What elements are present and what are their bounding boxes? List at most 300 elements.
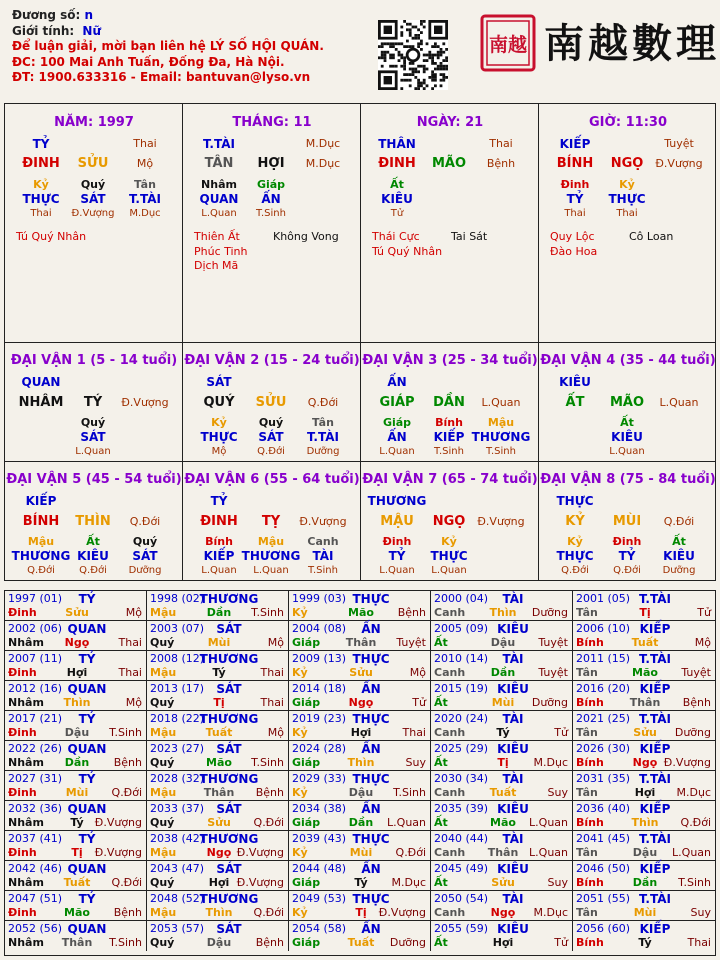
year-stem: Canh bbox=[434, 786, 466, 799]
pillar-top-stage: Thai bbox=[489, 137, 513, 150]
year-branch: Dậu bbox=[206, 936, 232, 949]
dai-van-cell bbox=[361, 343, 539, 462]
hidden-ten-god: THƯƠNG bbox=[471, 430, 531, 444]
year-cell bbox=[573, 831, 715, 861]
year-ten-god: QUAN bbox=[67, 802, 107, 816]
year-cell bbox=[431, 651, 573, 681]
year-branch: Mão bbox=[206, 756, 232, 769]
year-stem: Kỷ bbox=[292, 906, 308, 919]
year-stage: M.Dục bbox=[533, 756, 568, 769]
pillar-top-stage: Thai bbox=[133, 137, 157, 150]
year-cell bbox=[573, 681, 715, 711]
year-label: 2004 (08) bbox=[292, 622, 347, 635]
year-cell bbox=[147, 651, 289, 681]
year-label: 2000 (04) bbox=[434, 592, 489, 605]
hidden-stage: Thai bbox=[30, 208, 52, 219]
earthly-branch: DẦN bbox=[433, 395, 465, 410]
special-star: Không Vong bbox=[273, 230, 339, 243]
year-stem: Ất bbox=[434, 936, 448, 949]
heavenly-stem: NHÂM bbox=[18, 395, 64, 410]
year-cell bbox=[147, 681, 289, 711]
year-cell bbox=[573, 651, 715, 681]
pillar-title: GIỜ: 11:30 bbox=[589, 115, 667, 130]
year-stage: Mộ bbox=[409, 666, 426, 679]
year-stage: Thai bbox=[118, 636, 142, 649]
hidden-ten-god: KIẾP bbox=[433, 430, 465, 444]
year-label: 2009 (13) bbox=[292, 652, 347, 665]
year-stem: Nhâm bbox=[8, 816, 44, 829]
year-stem: Mậu bbox=[150, 606, 177, 619]
pillars-grid bbox=[4, 103, 716, 581]
year-ten-god: ẤN bbox=[361, 922, 381, 936]
year-label: 2053 (57) bbox=[150, 922, 205, 935]
year-ten-god: TỶ bbox=[78, 892, 96, 906]
year-stem: Mậu bbox=[150, 906, 177, 919]
year-ten-god: KIÊU bbox=[497, 862, 529, 876]
year-label: 2012 (16) bbox=[8, 682, 63, 695]
dai-van-stage: L.Quan bbox=[481, 396, 521, 409]
year-stage: Bệnh bbox=[113, 906, 142, 919]
year-stem: Đinh bbox=[8, 666, 37, 679]
year-branch: Tuất bbox=[631, 636, 659, 649]
year-branch: Dậu bbox=[490, 636, 516, 649]
year-stage: Dưỡng bbox=[531, 696, 568, 709]
year-ten-god: THƯƠNG bbox=[199, 832, 259, 846]
year-cell bbox=[147, 741, 289, 771]
dai-van-title: ĐẠI VẬN 6 (55 - 64 tuổi) bbox=[184, 472, 360, 487]
dai-van-title: ĐẠI VẬN 7 (65 - 74 tuổi) bbox=[362, 472, 538, 487]
year-stem: Bính bbox=[576, 876, 604, 889]
year-stage: Thai bbox=[687, 936, 711, 949]
year-ten-god: ẤN bbox=[361, 742, 381, 756]
special-star: Thái Cực bbox=[372, 230, 420, 243]
year-stem: Kỷ bbox=[292, 786, 308, 799]
year-ten-god: THỰC bbox=[352, 712, 390, 726]
year-stem: Quý bbox=[150, 816, 175, 829]
year-label: 2005 (09) bbox=[434, 622, 489, 635]
year-ten-god: TÀI bbox=[502, 712, 524, 726]
year-stage: Tử bbox=[412, 696, 426, 709]
hidden-ten-god: THỰC bbox=[430, 549, 468, 563]
earthly-branch: SỬU bbox=[255, 395, 287, 410]
earthly-branch: THÌN bbox=[75, 514, 111, 529]
earthly-branch: TÝ bbox=[83, 395, 103, 410]
heavenly-stem: QUÝ bbox=[203, 395, 235, 410]
dai-van-cell bbox=[5, 343, 183, 462]
year-stage: Thai bbox=[402, 726, 426, 739]
year-label: 2033 (37) bbox=[150, 802, 205, 815]
year-ten-god: SÁT bbox=[216, 922, 242, 936]
hidden-ten-god: KIÊU bbox=[381, 192, 413, 206]
hidden-stage: Q.Đới bbox=[257, 446, 285, 457]
hidden-stem: Mậu bbox=[27, 535, 55, 548]
year-ten-god: THƯƠNG bbox=[199, 712, 259, 726]
year-stem: Ất bbox=[434, 636, 448, 649]
year-branch: Tị bbox=[355, 906, 367, 919]
year-cell bbox=[289, 651, 431, 681]
year-branch: Dần bbox=[490, 666, 516, 679]
earthly-branch: NGỌ bbox=[432, 514, 466, 529]
year-branch: Ngọ bbox=[64, 636, 90, 649]
year-cell bbox=[431, 771, 573, 801]
year-label: 2050 (54) bbox=[434, 892, 489, 905]
year-stem: Ất bbox=[434, 816, 448, 829]
pillar-title: NGÀY: 21 bbox=[416, 115, 484, 130]
year-stem: Canh bbox=[434, 606, 466, 619]
year-branch: Tuất bbox=[489, 786, 517, 799]
pillar-top-stage: M.Dục bbox=[305, 137, 341, 150]
dai-van-title: ĐẠI VẬN 1 (5 - 14 tuổi) bbox=[10, 353, 178, 368]
year-cell bbox=[289, 891, 431, 921]
year-ten-god: KIẾP bbox=[639, 922, 671, 936]
year-ten-god: TỶ bbox=[78, 712, 96, 726]
year-stem: Giáp bbox=[292, 696, 321, 709]
year-branch: Hợi bbox=[350, 726, 372, 739]
hidden-stage: Dưỡng bbox=[306, 446, 340, 457]
year-stem: Tân bbox=[576, 846, 598, 859]
hidden-stage: L.Quan bbox=[253, 565, 289, 576]
year-ten-god: TÀI bbox=[502, 892, 524, 906]
year-ten-god: TỶ bbox=[78, 772, 96, 786]
year-stage: Dưỡng bbox=[531, 606, 568, 619]
dai-van-title: ĐẠI VẬN 2 (15 - 24 tuổi) bbox=[184, 353, 360, 368]
year-cell bbox=[431, 831, 573, 861]
hidden-ten-god: ẤN bbox=[261, 192, 281, 206]
year-label: 2002 (06) bbox=[8, 622, 63, 635]
special-star: Phúc Tinh bbox=[194, 244, 248, 258]
dai-van-cell bbox=[5, 462, 183, 580]
year-ten-god: TỶ bbox=[78, 592, 96, 606]
hidden-stage: L.Quan bbox=[609, 446, 645, 457]
hidden-ten-god: SÁT bbox=[132, 549, 158, 563]
year-stem: Giáp bbox=[292, 816, 321, 829]
year-stage: Thai bbox=[118, 666, 142, 679]
year-stem: Giáp bbox=[292, 756, 321, 769]
year-ten-god: TÀI bbox=[502, 772, 524, 786]
year-ten-god: T.TÀI bbox=[639, 892, 671, 906]
pillar-stage: Mộ bbox=[136, 157, 154, 170]
year-stem: Bính bbox=[576, 696, 604, 709]
hidden-stage: T.Sinh bbox=[308, 565, 338, 576]
year-stage: M.Dục bbox=[676, 786, 711, 799]
hidden-stem: Kỷ bbox=[33, 178, 49, 191]
qr-code[interactable] bbox=[378, 20, 448, 90]
year-stem: Đinh bbox=[8, 606, 37, 619]
year-stage: Mộ bbox=[125, 606, 142, 619]
year-stem: Giáp bbox=[292, 636, 321, 649]
heavenly-stem: ĐINH bbox=[200, 514, 238, 529]
dai-van-stage: Q.Đới bbox=[307, 396, 339, 409]
year-cell bbox=[573, 801, 715, 831]
year-cell bbox=[289, 771, 431, 801]
year-ten-god: KIÊU bbox=[497, 622, 529, 636]
year-label: 2007 (11) bbox=[8, 652, 63, 665]
year-ten-god: ẤN bbox=[361, 802, 381, 816]
ten-god-top: SÁT bbox=[206, 375, 232, 389]
year-cell bbox=[147, 921, 289, 951]
year-ten-god: THỰC bbox=[352, 592, 390, 606]
year-branch: Thân bbox=[61, 936, 93, 949]
year-stem: Kỷ bbox=[292, 606, 308, 619]
year-cell bbox=[573, 741, 715, 771]
hidden-stem: Tân bbox=[134, 178, 156, 191]
ten-god-top: THÂN bbox=[378, 137, 416, 151]
hidden-stem: Đinh bbox=[612, 535, 642, 548]
year-stage: Thai bbox=[260, 666, 284, 679]
year-stage: Bệnh bbox=[397, 606, 426, 619]
year-ten-god: KIÊU bbox=[497, 802, 529, 816]
year-label: 2031 (35) bbox=[576, 772, 631, 785]
hidden-stem: Giáp bbox=[256, 178, 286, 191]
year-cell bbox=[431, 801, 573, 831]
hidden-ten-god: SÁT bbox=[258, 430, 284, 444]
year-branch: Mão bbox=[348, 606, 374, 619]
year-branch: Dậu bbox=[632, 846, 658, 859]
year-cell bbox=[289, 711, 431, 741]
year-label: 2037 (41) bbox=[8, 832, 63, 845]
year-branch: Sửu bbox=[491, 876, 515, 889]
hidden-stage: L.Quan bbox=[201, 565, 237, 576]
year-cell bbox=[573, 891, 715, 921]
hidden-stem: Quý bbox=[132, 535, 158, 548]
hidden-stem: Đinh bbox=[560, 178, 590, 191]
year-ten-god: THƯƠNG bbox=[199, 772, 259, 786]
year-stage: Đ.Vượng bbox=[236, 876, 284, 889]
year-ten-god: T.TÀI bbox=[639, 772, 671, 786]
year-label: 1997 (01) bbox=[8, 592, 63, 605]
year-branch: Tý bbox=[354, 876, 368, 889]
year-stem: Canh bbox=[434, 906, 466, 919]
hidden-stem: Ất bbox=[672, 535, 686, 548]
hidden-stem: Ất bbox=[620, 416, 634, 429]
year-stem: Đinh bbox=[8, 726, 37, 739]
year-cell bbox=[431, 681, 573, 711]
hidden-stem: Mậu bbox=[257, 535, 285, 548]
heavenly-stem: KỶ bbox=[565, 514, 585, 529]
year-stem: Đinh bbox=[8, 906, 37, 919]
year-cell bbox=[573, 711, 715, 741]
dai-van-cell bbox=[539, 343, 715, 462]
year-ten-god: THƯƠNG bbox=[199, 592, 259, 606]
special-star: Dịch Mã bbox=[194, 259, 239, 272]
year-label: 2030 (34) bbox=[434, 772, 489, 785]
year-label: 2017 (21) bbox=[8, 712, 63, 725]
hidden-stage: Dưỡng bbox=[128, 565, 162, 576]
hidden-ten-god: SÁT bbox=[80, 192, 106, 206]
year-cell bbox=[431, 891, 573, 921]
year-stem: Kỷ bbox=[292, 666, 308, 679]
year-label: 2038 (42) bbox=[150, 832, 205, 845]
hidden-stage: T.Sinh bbox=[256, 208, 286, 219]
dai-van-stage: Đ.Vượng bbox=[299, 515, 347, 528]
year-ten-god: SÁT bbox=[216, 622, 242, 636]
year-branch: Tý bbox=[638, 936, 652, 949]
year-label: 2047 (51) bbox=[8, 892, 63, 905]
year-label: 2011 (15) bbox=[576, 652, 631, 665]
year-ten-god: THỰC bbox=[352, 652, 390, 666]
hidden-stage: T.Sinh bbox=[486, 446, 516, 457]
year-branch: Tị bbox=[639, 606, 651, 619]
pillar-stage: Đ.Vượng bbox=[655, 157, 703, 170]
year-branch: Tuất bbox=[347, 936, 375, 949]
hidden-stem: Đinh bbox=[382, 535, 412, 548]
year-ten-god: SÁT bbox=[216, 682, 242, 696]
hidden-stem: Kỷ bbox=[441, 535, 457, 548]
year-stem: Tân bbox=[576, 726, 598, 739]
year-stage: T.Sinh bbox=[678, 876, 711, 889]
year-stage: Dưỡng bbox=[674, 726, 711, 739]
earthly-branch: SỬU bbox=[77, 156, 109, 171]
hidden-stem: Bính bbox=[205, 535, 233, 548]
year-branch: Tị bbox=[71, 846, 83, 859]
year-stem: Đinh bbox=[8, 786, 37, 799]
year-stage: Bệnh bbox=[113, 756, 142, 769]
year-stage: L.Quan bbox=[387, 816, 426, 829]
hidden-ten-god: TÀI bbox=[312, 549, 334, 563]
hidden-stem: Quý bbox=[258, 416, 284, 429]
pillar-cell bbox=[539, 104, 715, 343]
year-ten-god: KIÊU bbox=[497, 742, 529, 756]
year-cell bbox=[5, 801, 147, 831]
dai-van-title: ĐẠI VẬN 4 (35 - 44 tuổi) bbox=[540, 353, 716, 368]
hidden-stage: L.Quan bbox=[379, 446, 415, 457]
hidden-stage: Dưỡng bbox=[662, 565, 696, 576]
year-cell bbox=[431, 861, 573, 891]
year-stage: Tuyệt bbox=[396, 636, 426, 649]
phone-email-line: ĐT: 1900.633316 - Email: bantuvan@lyso.vn bbox=[12, 70, 311, 84]
year-label: 1998 (02) bbox=[150, 592, 205, 605]
year-ten-god: T.TÀI bbox=[639, 592, 671, 606]
year-branch: Tý bbox=[212, 666, 226, 679]
year-label: 2014 (18) bbox=[292, 682, 347, 695]
year-cell bbox=[431, 591, 573, 621]
hidden-stem: Nhâm bbox=[201, 178, 237, 191]
dai-van-cell bbox=[183, 462, 361, 580]
year-cell bbox=[431, 741, 573, 771]
dai-van-stage: L.Quan bbox=[659, 396, 699, 409]
year-label: 2024 (28) bbox=[292, 742, 347, 755]
year-label: 2026 (30) bbox=[576, 742, 631, 755]
year-stage: Tuyệt bbox=[538, 666, 568, 679]
year-ten-god: ẤN bbox=[361, 622, 381, 636]
year-ten-god: KIẾP bbox=[639, 862, 671, 876]
year-branch: Thân bbox=[203, 786, 235, 799]
year-stem: Bính bbox=[576, 936, 604, 949]
year-label: 2003 (07) bbox=[150, 622, 205, 635]
year-stage: Bệnh bbox=[682, 696, 711, 709]
year-ten-god: ẤN bbox=[361, 682, 381, 696]
year-ten-god: KIÊU bbox=[497, 922, 529, 936]
year-cell bbox=[147, 861, 289, 891]
year-label: 2023 (27) bbox=[150, 742, 205, 755]
special-star: Thiên Ất bbox=[194, 230, 240, 243]
year-ten-god: SÁT bbox=[216, 862, 242, 876]
year-stage: L.Quan bbox=[529, 846, 568, 859]
gender-line: Giới tính: Nữ bbox=[12, 23, 102, 38]
ten-god-top: TỶ bbox=[210, 494, 228, 508]
hidden-ten-god: THƯƠNG bbox=[241, 549, 301, 563]
year-cell bbox=[147, 771, 289, 801]
year-stem: Kỷ bbox=[292, 846, 308, 859]
year-stage: Đ.Vượng bbox=[94, 816, 142, 829]
hidden-stem: Tân bbox=[312, 416, 334, 429]
year-stem: Quý bbox=[150, 756, 175, 769]
year-label: 2015 (19) bbox=[434, 682, 489, 695]
year-ten-god: QUAN bbox=[67, 742, 107, 756]
hidden-stem: Bính bbox=[435, 416, 463, 429]
year-cell bbox=[431, 921, 573, 951]
heavenly-stem: BÍNH bbox=[556, 156, 594, 171]
year-label: 2036 (40) bbox=[576, 802, 631, 815]
year-cell bbox=[289, 861, 431, 891]
year-stage: M.Dục bbox=[533, 906, 568, 919]
year-ten-god: T.TÀI bbox=[639, 712, 671, 726]
year-stage: T.Sinh bbox=[393, 786, 426, 799]
year-cell bbox=[5, 681, 147, 711]
year-branch: Ngọ bbox=[206, 846, 232, 859]
year-ten-god: QUAN bbox=[67, 682, 107, 696]
year-stem: Ất bbox=[434, 876, 448, 889]
year-branch: Dậu bbox=[348, 786, 374, 799]
ten-god-top: THỰC bbox=[556, 494, 594, 508]
year-branch: Dần bbox=[64, 756, 90, 769]
hidden-ten-god: KIÊU bbox=[663, 549, 695, 563]
hidden-stage: Tử bbox=[390, 208, 404, 219]
year-cell bbox=[147, 621, 289, 651]
year-label: 2028 (32) bbox=[150, 772, 205, 785]
ten-god-top: TỶ bbox=[32, 137, 50, 151]
hidden-stem: Canh bbox=[307, 535, 339, 548]
header-info bbox=[12, 8, 372, 86]
year-stem: Canh bbox=[434, 726, 466, 739]
dai-van-stage: Q.Đới bbox=[129, 515, 161, 528]
special-star: Tú Quý Nhân bbox=[16, 230, 87, 243]
hidden-stem: Kỷ bbox=[619, 178, 635, 191]
year-cell bbox=[289, 921, 431, 951]
hidden-stage: M.Dục bbox=[129, 208, 161, 219]
year-ten-god: TỶ bbox=[78, 652, 96, 666]
special-star: Quy Lộc bbox=[550, 230, 595, 243]
year-cell bbox=[431, 711, 573, 741]
year-branch: Thìn bbox=[63, 696, 91, 709]
year-branch: Ngọ bbox=[348, 696, 374, 709]
year-label: 2021 (25) bbox=[576, 712, 631, 725]
year-stage: Thai bbox=[260, 696, 284, 709]
special-star: Đào Hoa bbox=[550, 244, 598, 258]
hidden-stem: Quý bbox=[80, 416, 106, 429]
year-stem: Giáp bbox=[292, 876, 321, 889]
pillar-title: THÁNG: 11 bbox=[232, 115, 312, 130]
hidden-ten-god: KIÊU bbox=[611, 430, 643, 444]
year-stage: T.Sinh bbox=[109, 726, 142, 739]
year-cell bbox=[147, 801, 289, 831]
earthly-branch: MÙI bbox=[612, 514, 642, 529]
year-label: 2006 (10) bbox=[576, 622, 631, 635]
year-label: 2020 (24) bbox=[434, 712, 489, 725]
year-stem: Nhâm bbox=[8, 756, 44, 769]
year-label: 1999 (03) bbox=[292, 592, 347, 605]
year-label: 2010 (14) bbox=[434, 652, 489, 665]
year-stem: Nhâm bbox=[8, 636, 44, 649]
year-cell bbox=[573, 921, 715, 951]
year-stem: Quý bbox=[150, 876, 175, 889]
year-stem: Kỷ bbox=[292, 726, 308, 739]
hidden-ten-god: KIÊU bbox=[77, 549, 109, 563]
year-stage: Suy bbox=[405, 756, 426, 769]
year-cell bbox=[5, 891, 147, 921]
year-label: 2025 (29) bbox=[434, 742, 489, 755]
year-stage: Đ.Vượng bbox=[236, 846, 284, 859]
